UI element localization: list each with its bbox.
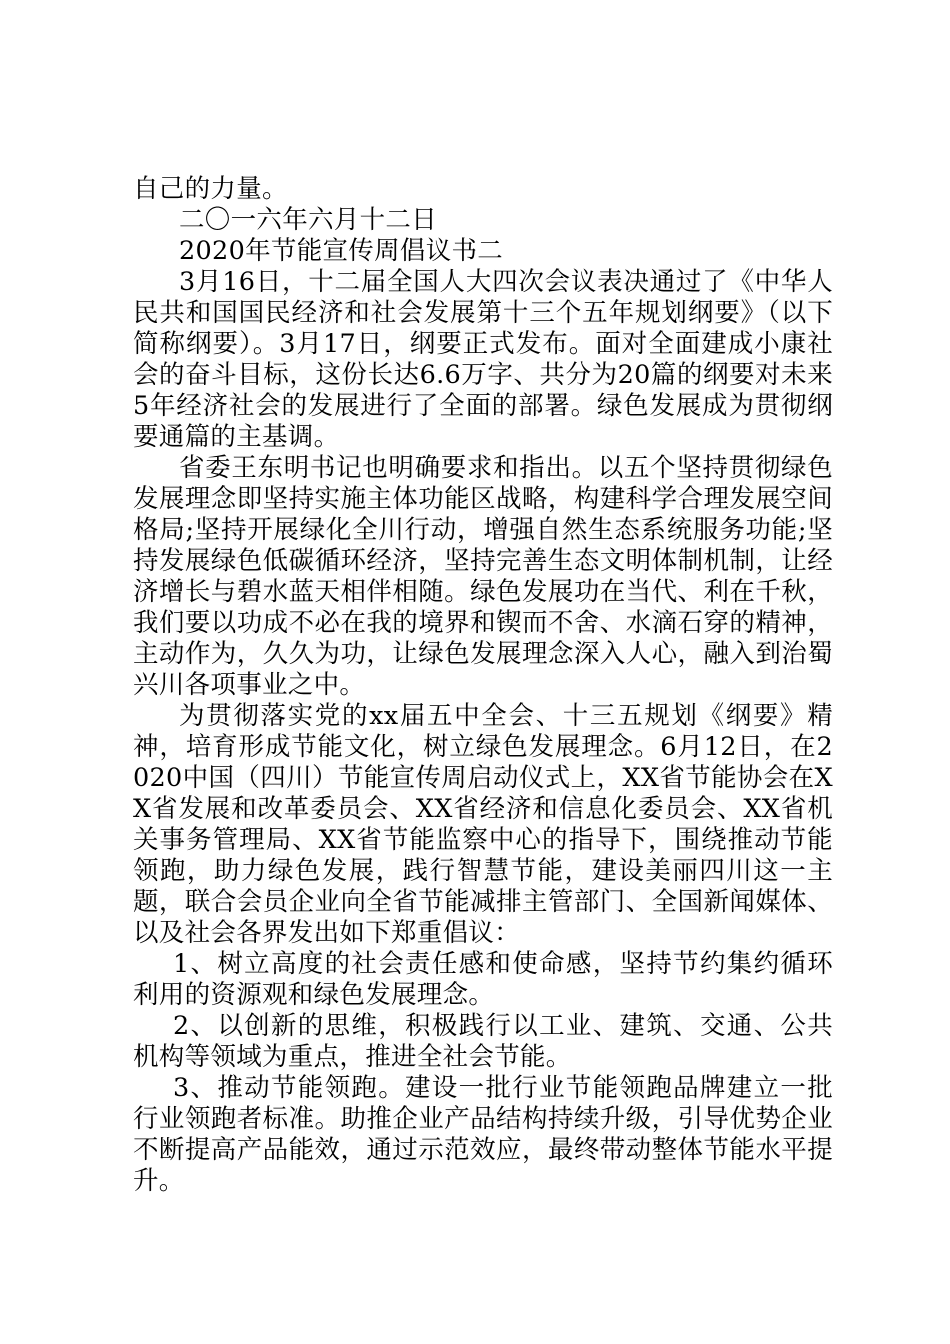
paragraph-outline-intro: 3月16日，十二届全国人大四次会议表决通过了《中华人民共和国国民经济和社会发展第十三个五年规划纲要》（以下简称纲要）。3月17日，纲要正式发布。面对全面建成小康社会的奋斗目标，这份长达6.6万字、共分为20篇的纲要对未来5年经济社会的发展进行了全面的部署。绿色发展成为贯彻纲要通篇的主基调。 bbox=[133, 267, 833, 452]
document-body bbox=[133, 174, 833, 1197]
paragraph-closing-line: 自己的力量。 bbox=[133, 174, 288, 204]
list-item-2: 2、以创新的思维，积极践行以工业、建筑、交通、公共机构等领域为重点，推进全社会节能。 bbox=[133, 1011, 833, 1072]
list-item-3: 3、推动节能领跑。建设一批行业节能领跑品牌建立一批行业领跑者标准。助推企业产品结构持续升级，引导优势企业不断提高产品能效，通过示范效应，最终带动整体节能水平提升。 bbox=[133, 1073, 833, 1196]
section-title: 2020年节能宣传周倡议书二 bbox=[179, 236, 504, 266]
signature-date: 二〇一六年六月十二日 bbox=[179, 205, 438, 235]
paragraph-provincial-requirements: 省委王东明书记也明确要求和指出。以五个坚持贯彻绿色发展理念即坚持实施主体功能区战略，构建科学合理发展空间格局;坚持开展绿化全川行动，增强自然生态系统服务功能;坚持发展绿色低碳循环经济，坚持完善生态文明体制机制，让经济增长与碧水蓝天相伴相随。绿色发展功在当代、利在千秋，我们要以功成不必在我的境界和锲而不舍、水滴石穿的精神，主动作为，久久为功，让绿色发展理念深入人心，融入到治蜀兴川各项事业之中。 bbox=[133, 453, 833, 700]
paragraph-initiative-background: 为贯彻落实党的xx届五中全会、十三五规划《纲要》精神，培育形成节能文化，树立绿色发展理念。6月12日，在2020中国（四川）节能宣传周启动仪式上，XX省节能协会在XX省发展和改革委员会、XX省经济和信息化委员会、XX省机关事务管理局、XX省节能监察中心的指导下，围绕推动节能领跑，助力绿色发展，践行智慧节能，建设美丽四川这一主题，联合会员企业向全省节能减排主管部门、全国新闻媒体、以及社会各界发出如下郑重倡议： bbox=[133, 701, 833, 948]
list-item-1: 1、树立高度的社会责任感和使命感，坚持节约集约循环利用的资源观和绿色发展理念。 bbox=[133, 949, 833, 1010]
